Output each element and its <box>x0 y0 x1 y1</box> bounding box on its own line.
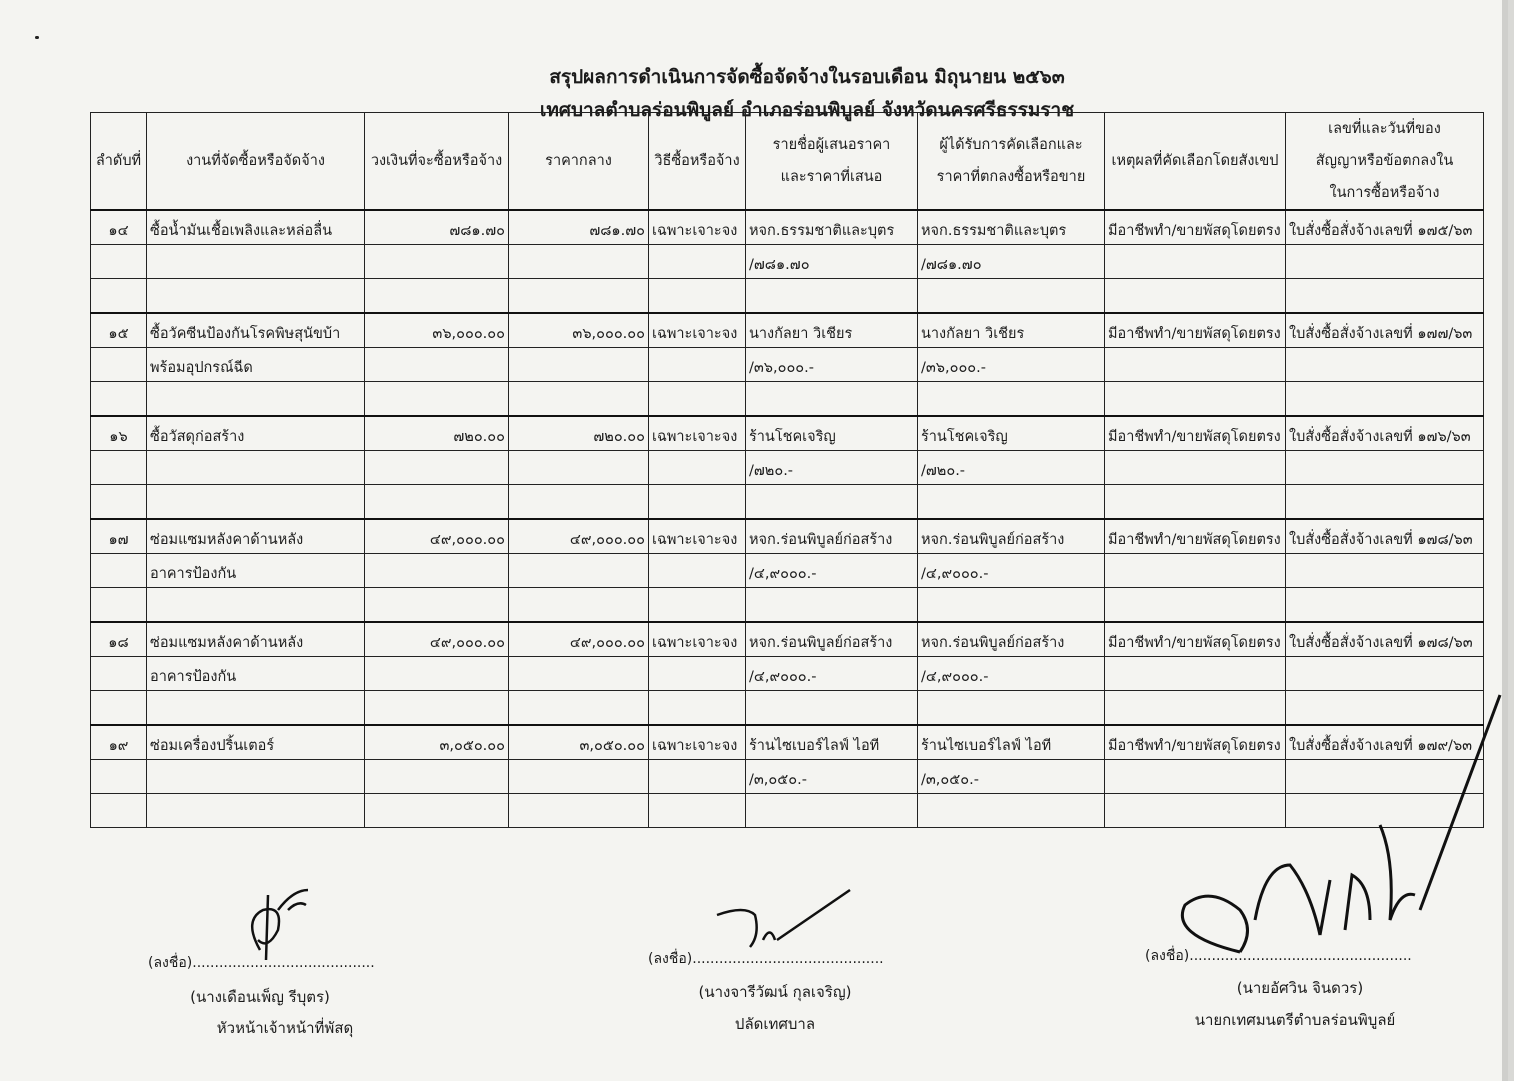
cell-bidder: ร้านโชคเจริญ <box>746 416 918 451</box>
cell-winner: นางกัลยา วิเชียร <box>918 313 1105 348</box>
cell-winner: หจก.ธรรมชาติและบุตร <box>918 210 1105 245</box>
table-subrow <box>91 245 1484 279</box>
cell-win-price: /๓,๐๕๐.- <box>918 760 1105 794</box>
table-row <box>91 210 1484 245</box>
empty-cell <box>918 382 1105 417</box>
empty-cell <box>365 382 509 417</box>
table-subrow <box>91 588 1484 623</box>
empty-cell <box>91 554 147 588</box>
col-header-budget: วงเงินที่จะซื้อหรือจ้าง <box>365 113 509 211</box>
cell-bidder: นางกัลยา วิเชียร <box>746 313 918 348</box>
empty-cell <box>649 451 746 485</box>
empty-cell <box>91 657 147 691</box>
cell-budget: ๔๙,๐๐๐.๐๐ <box>365 519 509 554</box>
empty-cell <box>509 554 649 588</box>
empty-cell <box>1286 451 1484 485</box>
cell-method: เฉพาะเจาะจง <box>649 210 746 245</box>
cell-win-price: /๓๖,๐๐๐.- <box>918 348 1105 382</box>
empty-cell <box>365 279 509 314</box>
cell-bid-price: /๓๖,๐๐๐.- <box>746 348 918 382</box>
empty-cell <box>918 588 1105 623</box>
empty-cell <box>365 348 509 382</box>
table-row <box>91 313 1484 348</box>
empty-cell <box>1286 348 1484 382</box>
empty-cell <box>1286 245 1484 279</box>
signature-line-1: (ลงชื่อ)......................................... <box>148 955 375 971</box>
cell-no: ๑๔ <box>91 210 147 245</box>
col-header-contract: เลขที่และวันที่ของ สัญญาหรือข้อตกลงใน ในการซื้อหรือจ้าง <box>1286 113 1484 211</box>
cell-bid-price: /๗๘๑.๗๐ <box>746 245 918 279</box>
empty-cell <box>365 760 509 794</box>
empty-cell <box>509 657 649 691</box>
empty-cell <box>746 485 918 520</box>
cell-win-price: /๔,๙๐๐๐.- <box>918 554 1105 588</box>
empty-cell <box>746 588 918 623</box>
cell-budget: ๓,๐๕๐.๐๐ <box>365 725 509 760</box>
cell-bidder: ร้านไซเบอร์ไลฟ์ ไอที <box>746 725 918 760</box>
empty-cell <box>91 691 147 726</box>
cell-win-price: /๔,๙๐๐๐.- <box>918 657 1105 691</box>
signer-name-3: (นายอัศวิน จินดวร) <box>1236 979 1364 997</box>
table-row <box>91 519 1484 554</box>
cell-item2 <box>147 451 365 485</box>
empty-cell <box>649 691 746 726</box>
empty-cell <box>1286 657 1484 691</box>
cell-winner: หจก.ร่อนพิบูลย์ก่อสร้าง <box>918 622 1105 657</box>
signer-position-1: หัวหน้าเจ้าหน้าที่พัสดุ <box>216 1019 354 1037</box>
empty-cell <box>649 588 746 623</box>
empty-cell <box>365 485 509 520</box>
empty-cell <box>746 691 918 726</box>
cell-median: ๓๖,๐๐๐.๐๐ <box>509 313 649 348</box>
empty-cell <box>509 348 649 382</box>
table-subrow <box>91 382 1484 417</box>
empty-cell <box>147 794 365 828</box>
cell-bidder: หจก.ธรรมชาติและบุตร <box>746 210 918 245</box>
col-header-median: ราคากลาง <box>509 113 649 211</box>
empty-cell <box>91 794 147 828</box>
cell-item: ซ่อมแซมหลังคาด้านหลัง <box>147 519 365 554</box>
empty-cell <box>1105 279 1286 314</box>
empty-cell <box>1105 485 1286 520</box>
empty-cell <box>918 485 1105 520</box>
cell-contract: ใบสั่งซื้อสั่งจ้างเลขที่ ๑๗๖/๖๓ <box>1286 416 1484 451</box>
empty-cell <box>1105 382 1286 417</box>
empty-cell <box>509 451 649 485</box>
cell-reason: มีอาชีพทำ/ขายพัสดุโดยตรง <box>1105 725 1286 760</box>
signature-mark-1 <box>238 880 318 970</box>
empty-cell <box>649 485 746 520</box>
cell-method: เฉพาะเจาะจง <box>649 622 746 657</box>
empty-cell <box>1105 657 1286 691</box>
paper-speck <box>35 36 39 39</box>
cell-item: ซ่อมเครื่องปริ้นเตอร์ <box>147 725 365 760</box>
empty-cell <box>147 279 365 314</box>
signer-position-2: ปลัดเทศบาล <box>734 1015 816 1033</box>
empty-cell <box>91 760 147 794</box>
empty-cell <box>147 485 365 520</box>
empty-cell <box>509 485 649 520</box>
cell-no: ๑๕ <box>91 313 147 348</box>
signature-mark-3 <box>1170 690 1510 960</box>
cell-win-price: /๗๒๐.- <box>918 451 1105 485</box>
empty-cell <box>746 382 918 417</box>
cell-bidder: หจก.ร่อนพิบูลย์ก่อสร้าง <box>746 622 918 657</box>
cell-no: ๑๘ <box>91 622 147 657</box>
col-header-winner: ผู้ได้รับการคัดเลือกและ ราคาที่ตกลงซื้อหรือขาย <box>918 113 1105 211</box>
empty-cell <box>649 794 746 828</box>
table-subrow <box>91 279 1484 314</box>
cell-reason: มีอาชีพทำ/ขายพัสดุโดยตรง <box>1105 519 1286 554</box>
cell-bid-price: /๓,๐๕๐.- <box>746 760 918 794</box>
cell-contract: ใบสั่งซื้อสั่งจ้างเลขที่ ๑๗๙/๖๓ <box>1286 725 1484 760</box>
cell-item: ซื้อน้ำมันเชื้อเพลิงและหล่อลื่น <box>147 210 365 245</box>
empty-cell <box>365 657 509 691</box>
cell-bid-price: /๗๒๐.- <box>746 451 918 485</box>
empty-cell <box>1286 279 1484 314</box>
cell-winner: ร้านโชคเจริญ <box>918 416 1105 451</box>
empty-cell <box>1286 588 1484 623</box>
empty-cell <box>1105 451 1286 485</box>
empty-cell <box>1105 588 1286 623</box>
cell-bidder: หจก.ร่อนพิบูลย์ก่อสร้าง <box>746 519 918 554</box>
empty-cell <box>509 382 649 417</box>
signer-position-3: นายกเทศมนตรีตำบลร่อนพิบูลย์ <box>1194 1011 1396 1029</box>
empty-cell <box>649 348 746 382</box>
cell-item: ซื้อวัคซีนป้องกันโรคพิษสุนัขบ้า <box>147 313 365 348</box>
empty-cell <box>1105 245 1286 279</box>
col-header-no: ลำดับที่ <box>91 113 147 211</box>
cell-winner: หจก.ร่อนพิบูลย์ก่อสร้าง <box>918 519 1105 554</box>
empty-cell <box>1286 382 1484 417</box>
cell-no: ๑๖ <box>91 416 147 451</box>
empty-cell <box>365 691 509 726</box>
empty-cell <box>649 554 746 588</box>
cell-median: ๔๙,๐๐๐.๐๐ <box>509 622 649 657</box>
cell-budget: ๗๘๑.๗๐ <box>365 210 509 245</box>
empty-cell <box>918 691 1105 726</box>
empty-cell <box>91 279 147 314</box>
cell-bid-price: /๔,๙๐๐๐.- <box>746 657 918 691</box>
empty-cell <box>147 691 365 726</box>
empty-cell <box>1286 554 1484 588</box>
signature-line-3: (ลงชื่อ).................................................. <box>1145 948 1412 964</box>
empty-cell <box>746 279 918 314</box>
table-subrow <box>91 657 1484 691</box>
cell-item2: อาคารป้องกัน <box>147 657 365 691</box>
empty-cell <box>649 760 746 794</box>
cell-no: ๑๗ <box>91 519 147 554</box>
table-subrow <box>91 451 1484 485</box>
cell-item2 <box>147 245 365 279</box>
empty-cell <box>918 794 1105 828</box>
cell-item2 <box>147 760 365 794</box>
empty-cell <box>365 794 509 828</box>
empty-cell <box>649 657 746 691</box>
signature-line-2: (ลงชื่อ)........................................... <box>648 951 884 967</box>
empty-cell <box>509 279 649 314</box>
cell-reason: มีอาชีพทำ/ขายพัสดุโดยตรง <box>1105 416 1286 451</box>
cell-contract: ใบสั่งซื้อสั่งจ้างเลขที่ ๑๗๘/๖๓ <box>1286 622 1484 657</box>
empty-cell <box>91 348 147 382</box>
empty-cell <box>91 588 147 623</box>
table-header-row <box>91 113 1484 211</box>
table-row <box>91 416 1484 451</box>
empty-cell <box>649 245 746 279</box>
empty-cell <box>509 245 649 279</box>
empty-cell <box>365 554 509 588</box>
cell-median: ๗๘๑.๗๐ <box>509 210 649 245</box>
cell-item: ซ่อมแซมหลังคาด้านหลัง <box>147 622 365 657</box>
cell-item: ซื้อวัสดุก่อสร้าง <box>147 416 365 451</box>
col-header-item: งานที่จัดซื้อหรือจัดจ้าง <box>147 113 365 211</box>
cell-median: ๓,๐๕๐.๐๐ <box>509 725 649 760</box>
cell-contract: ใบสั่งซื้อสั่งจ้างเลขที่ ๑๗๗/๖๓ <box>1286 313 1484 348</box>
cell-item2: อาคารป้องกัน <box>147 554 365 588</box>
empty-cell <box>649 382 746 417</box>
empty-cell <box>1105 348 1286 382</box>
empty-cell <box>365 245 509 279</box>
cell-bid-price: /๔,๙๐๐๐.- <box>746 554 918 588</box>
cell-method: เฉพาะเจาะจง <box>649 519 746 554</box>
empty-cell <box>509 588 649 623</box>
cell-method: เฉพาะเจาะจง <box>649 313 746 348</box>
cell-no: ๑๙ <box>91 725 147 760</box>
empty-cell <box>649 279 746 314</box>
signer-name-2: (นางจารีวัฒน์ กุลเจริญ) <box>698 983 852 1001</box>
empty-cell <box>91 245 147 279</box>
document-title: สรุปผลการดำเนินการจัดซื้อจัดจ้างในรอบเดือน มิถุนายน ๒๕๖๓ <box>549 66 1065 88</box>
table-subrow <box>91 485 1484 520</box>
empty-cell <box>147 382 365 417</box>
empty-cell <box>91 451 147 485</box>
table-subrow <box>91 348 1484 382</box>
cell-contract: ใบสั่งซื้อสั่งจ้างเลขที่ ๑๗๕/๖๓ <box>1286 210 1484 245</box>
cell-budget: ๔๙,๐๐๐.๐๐ <box>365 622 509 657</box>
empty-cell <box>746 794 918 828</box>
cell-item2: พร้อมอุปกรณ์ฉีด <box>147 348 365 382</box>
signer-name-1: (นางเดือนเพ็ญ รีบุตร) <box>190 988 330 1006</box>
signature-mark-2 <box>715 885 855 955</box>
cell-contract: ใบสั่งซื้อสั่งจ้างเลขที่ ๑๗๘/๖๓ <box>1286 519 1484 554</box>
cell-budget: ๓๖,๐๐๐.๐๐ <box>365 313 509 348</box>
empty-cell <box>918 279 1105 314</box>
cell-reason: มีอาชีพทำ/ขายพัสดุโดยตรง <box>1105 210 1286 245</box>
cell-budget: ๗๒๐.๐๐ <box>365 416 509 451</box>
col-header-method: วิธีซื้อหรือจ้าง <box>649 113 746 211</box>
empty-cell <box>365 451 509 485</box>
cell-winner: ร้านไซเบอร์ไลฟ์ ไอที <box>918 725 1105 760</box>
col-header-bidders: รายชื่อผู้เสนอราคา และราคาที่เสนอ <box>746 113 918 211</box>
document-subtitle: เทศบาลตำบลร่อนพิบูลย์ อำเภอร่อนพิบูลย์ จังหวัดนครศรีธรรมราช <box>539 99 1075 121</box>
empty-cell <box>91 382 147 417</box>
cell-reason: มีอาชีพทำ/ขายพัสดุโดยตรง <box>1105 622 1286 657</box>
col-header-reason: เหตุผลที่คัดเลือกโดยสังเขป <box>1105 113 1286 211</box>
empty-cell <box>509 691 649 726</box>
empty-cell <box>91 485 147 520</box>
table-row <box>91 622 1484 657</box>
table-subrow <box>91 554 1484 588</box>
empty-cell <box>1105 554 1286 588</box>
empty-cell <box>147 588 365 623</box>
cell-reason: มีอาชีพทำ/ขายพัสดุโดยตรง <box>1105 313 1286 348</box>
empty-cell <box>1286 485 1484 520</box>
cell-median: ๗๒๐.๐๐ <box>509 416 649 451</box>
empty-cell <box>365 588 509 623</box>
cell-median: ๔๙,๐๐๐.๐๐ <box>509 519 649 554</box>
empty-cell <box>509 760 649 794</box>
cell-method: เฉพาะเจาะจง <box>649 725 746 760</box>
cell-win-price: /๗๘๑.๗๐ <box>918 245 1105 279</box>
empty-cell <box>509 794 649 828</box>
cell-method: เฉพาะเจาะจง <box>649 416 746 451</box>
